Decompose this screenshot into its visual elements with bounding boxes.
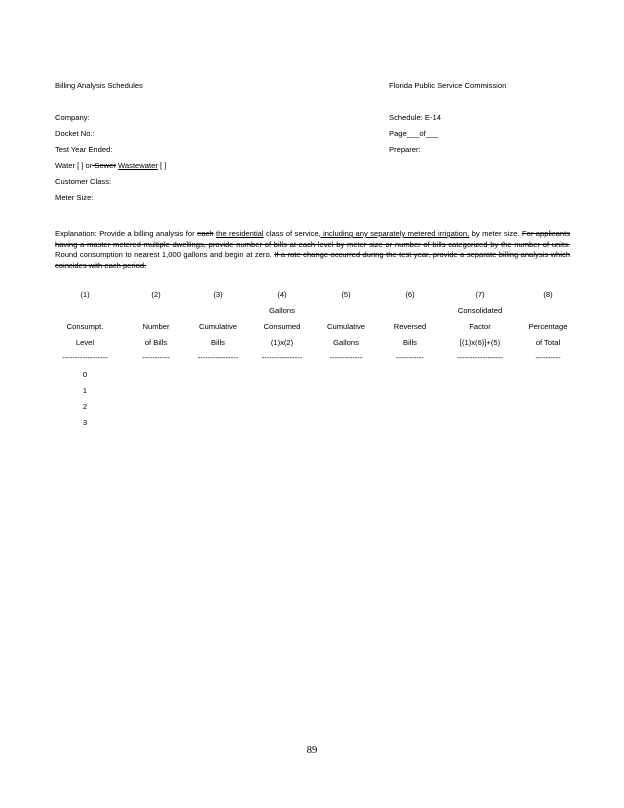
col-heading: (1)x(2)	[270, 338, 294, 347]
col-rule: -----------	[142, 353, 170, 362]
col-heading: Bills	[211, 338, 225, 347]
col-heading: Consumpt.	[66, 322, 104, 331]
consumption-level: 2	[82, 402, 88, 411]
col-heading: Cumulative	[327, 322, 365, 331]
struck-text: For applicants having a master metered multiple dwellings, provide number of bills at each level by meter size or number of bills categorized by the number of units.	[55, 229, 570, 249]
sewer-struck-text: Sewer	[92, 161, 116, 170]
consumption-level: 1	[82, 386, 88, 395]
col-rule: ------------------	[457, 353, 503, 362]
col-rule: -----------	[396, 353, 424, 362]
col-heading: Percentage	[528, 322, 568, 331]
customer-class-label: Customer Class:	[55, 177, 112, 186]
col-heading: Bills	[403, 338, 417, 347]
col-heading: Number	[142, 322, 170, 331]
col-number: (7)	[475, 290, 485, 299]
struck-text: each	[197, 229, 214, 238]
inserted-text: including any separately metered irrigation,	[320, 229, 470, 238]
col-heading-top: Gallons	[269, 306, 295, 315]
meter-size-label: Meter Size:	[55, 193, 94, 202]
col-heading: of Bills	[144, 338, 168, 347]
explanation-text: class of service,	[263, 229, 321, 238]
col-heading: Reversed	[393, 322, 427, 331]
preparer-label: Preparer:	[389, 145, 421, 154]
col-heading: of Total	[535, 338, 561, 347]
col-heading: Level	[75, 338, 95, 347]
explanation-paragraph	[55, 229, 570, 271]
col-heading: Consumed	[263, 322, 301, 331]
struck-text: If a rate change occurred during the test year, provide a separate billing analysis which coincides with each period.	[55, 250, 570, 270]
inserted-text: the residential	[215, 229, 264, 238]
commission-name: Florida Public Service Commission	[389, 81, 507, 90]
col-heading: Cumulative	[199, 322, 237, 331]
explanation-text: by meter size.	[469, 229, 522, 238]
col-rule: ----------	[535, 353, 561, 362]
page-of-label: Page___of___	[389, 129, 439, 138]
col-number: (8)	[543, 290, 553, 299]
col-rule: ----------------	[261, 353, 303, 362]
wastewater-inserted-text: Wastewater	[118, 161, 158, 170]
test-year-label: Test Year Ended:	[55, 145, 113, 154]
col-heading-top: Consolidated	[457, 306, 503, 315]
water-suffix: [ ]	[157, 161, 167, 170]
col-number: (3)	[213, 290, 223, 299]
schedule-label: Schedule: E-14	[389, 113, 441, 122]
col-number: (5)	[341, 290, 351, 299]
col-heading: Gallons	[333, 338, 359, 347]
col-number: (4)	[277, 290, 287, 299]
water-wastewater-line	[55, 161, 166, 170]
explanation-text: Round consumption to nearest 1,000 gallons and begin at zero.	[55, 250, 275, 260]
col-number: (6)	[405, 290, 415, 299]
docket-label: Docket No.:	[55, 129, 95, 138]
page-number: 89	[306, 745, 318, 756]
col-rule: ------------------	[62, 353, 108, 362]
schedules-title: Billing Analysis Schedules	[55, 81, 143, 90]
col-heading: Factor	[469, 322, 491, 331]
col-number: (1)	[80, 290, 90, 299]
col-number: (2)	[151, 290, 161, 299]
col-heading: [(1)x(6)]+(5)	[459, 338, 501, 347]
col-rule: ----------------	[197, 353, 239, 362]
company-label: Company:	[55, 113, 90, 122]
water-prefix: Water [ ] or	[55, 161, 93, 170]
consumption-level: 0	[82, 370, 88, 379]
col-rule: -------------	[329, 353, 363, 362]
consumption-level: 3	[82, 418, 88, 427]
explanation-text: Explanation: Provide a billing analysis for	[55, 229, 198, 238]
